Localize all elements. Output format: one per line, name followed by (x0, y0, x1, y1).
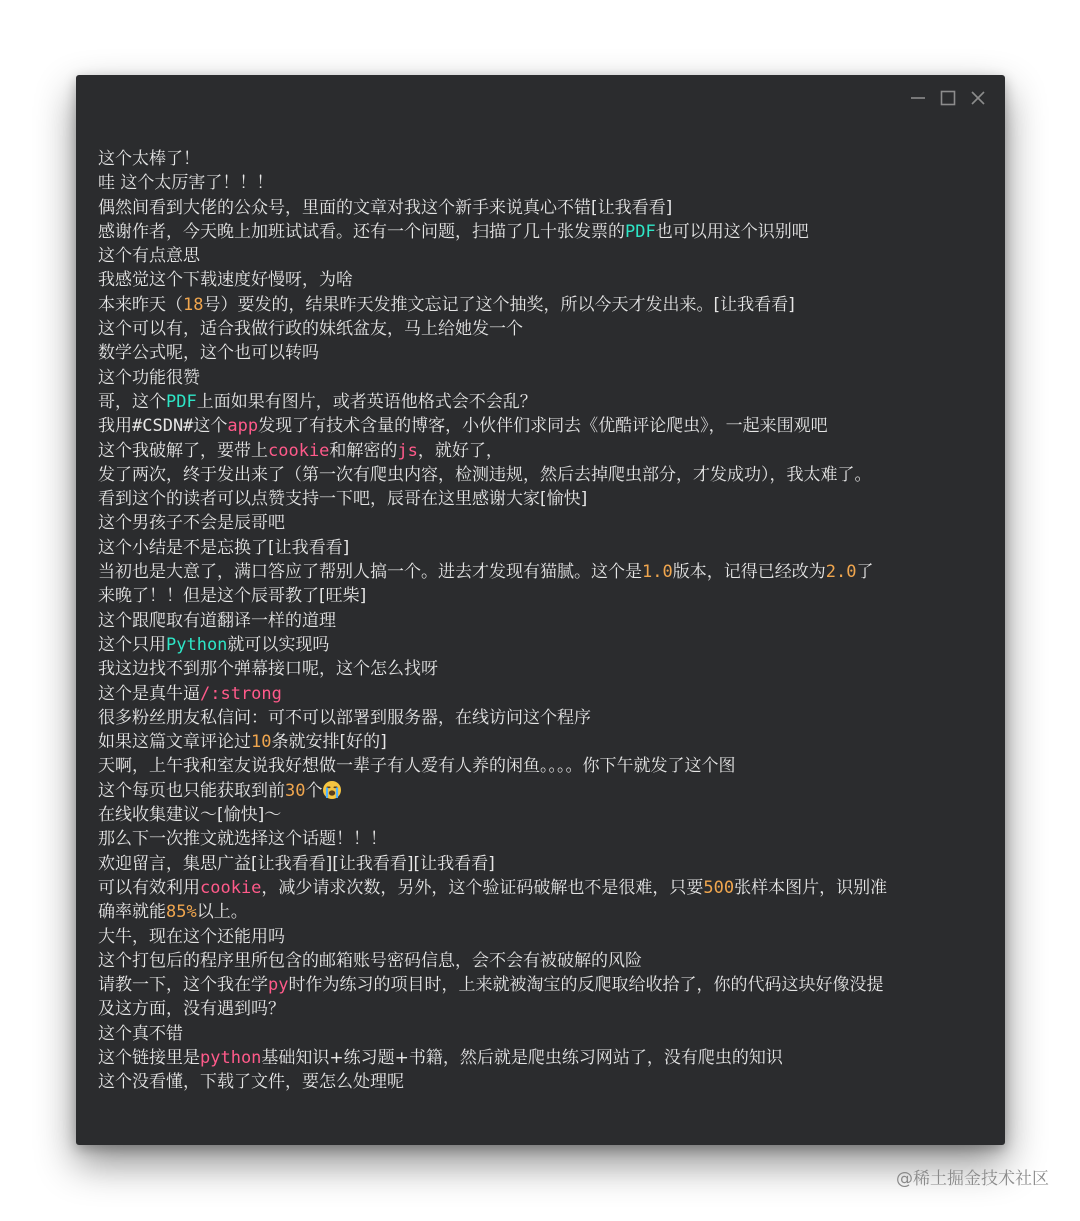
comment-text: 这个可以有，适合我做行政的妹纸盆友，马上给她发一个 (98, 319, 523, 340)
comment-line (98, 293, 988, 317)
comment-text: 版本，记得已经改为 (672, 562, 826, 583)
comment-line (98, 511, 988, 535)
comment-text: 这个功能很赞 (98, 367, 200, 388)
comment-text: 也可以用这个识别吧 (655, 221, 809, 242)
comment-text: 这个 (193, 416, 228, 437)
comment-line (98, 706, 988, 730)
comment-line (98, 682, 988, 706)
comment-highlight: cookie (200, 877, 262, 898)
comment-line (98, 1070, 988, 1094)
comment-text: 这个跟爬取有道翻译一样的道理 (98, 610, 336, 631)
comment-highlight: python (200, 1047, 262, 1068)
comment-line (98, 973, 988, 997)
comment-text: 如果这篇文章评论过 (98, 732, 251, 753)
comment-line (98, 147, 988, 171)
comment-text: 发了两次，终于发出来了（第一次有爬虫内容，检测违规，然后去掉爬虫部分，才发成功），我太难了。 (98, 464, 872, 485)
maximize-icon[interactable] (939, 89, 957, 107)
comment-highlight: 30 (285, 780, 306, 801)
comment-text: 感谢作者，今天晚上加班试试看。还有一个问题，扫描了几十张发票的 (98, 221, 625, 242)
comment-line (98, 560, 988, 584)
comment-text: 这个太棒了！ (98, 149, 200, 169)
comment-line (98, 997, 988, 1021)
comment-line (98, 900, 988, 924)
comment-text: 确率就能 (98, 902, 166, 923)
window-controls (909, 89, 987, 107)
comment-text: 数学公式呢，这个也可以转吗 (98, 343, 319, 364)
comment-text: 上面如果有图片，或者英语他格式会不会乱？ (196, 391, 537, 412)
comment-highlight: cookie (268, 440, 330, 461)
comment-text: 可以有效利用 (98, 877, 200, 898)
comment-highlight: PDF (166, 391, 197, 412)
comment-text: 哥，这个 (98, 391, 166, 412)
comment-text: 和解密的 (329, 440, 398, 461)
comment-text: 我这边找不到那个弹幕接口呢，这个怎么找呀 (98, 659, 438, 680)
comment-highlight: 500 (703, 877, 735, 898)
comment-line (98, 633, 988, 657)
comment-highlight: py (268, 975, 289, 996)
comment-line (98, 414, 988, 438)
comment-line (98, 341, 988, 365)
comment-text: 这个每页也只能获取到前 (98, 780, 285, 801)
comment-text: 这个有点意思 (98, 246, 200, 267)
comment-text: 这个打包后的程序里所包含的邮箱账号密码信息，会不会有被破解的风险 (98, 950, 642, 971)
comment-text: 本来昨天（ (98, 294, 183, 315)
comment-line (98, 244, 988, 268)
comment-line (98, 390, 988, 414)
comment-line (98, 852, 988, 876)
comment-highlight: 10 (251, 732, 272, 753)
comment-highlight: #CSDN# (132, 416, 194, 437)
comment-line (98, 1022, 988, 1046)
comment-highlight: app (227, 416, 259, 437)
comment-line (98, 366, 988, 390)
comment-highlight: 85% (166, 902, 197, 923)
comment-text: 哇 这个太厉害了！！！ (98, 173, 274, 194)
comment-text: ，就好了， (417, 440, 503, 461)
comment-text: 这个真不错 (98, 1023, 183, 1044)
comment-text: 欢迎留言，集思广益[让我看看][让我看看][让我看看] (98, 853, 495, 874)
comment-line (98, 584, 988, 608)
comment-text: 这个只用 (98, 634, 166, 655)
comment-text: 偶然间看到大佬的公众号，里面的文章对我这个新手来说真心不错[让我看看] (98, 197, 673, 218)
comment-line (98, 803, 988, 827)
comment-text: 大牛，现在这个还能用吗 (98, 926, 285, 947)
comment-text: 很多粉丝朋友私信问：可不可以部署到服务器，在线访问这个程序 (98, 707, 591, 728)
terminal-window (76, 75, 1005, 1145)
comment-text: 天啊，上午我和室友说我好想做一辈子有人爱有人养的闲鱼。。。。你下午就发了这个图 (98, 756, 736, 777)
comment-text: 及这方面，没有遇到吗？ (98, 999, 285, 1020)
comment-text: 就可以实现吗 (227, 634, 330, 655)
comment-text: 这个男孩子不会是辰哥吧 (98, 513, 285, 534)
comment-highlight: 2.0 (825, 562, 857, 583)
comment-text: 这个我破解了，要带上 (98, 440, 268, 461)
comment-line (98, 317, 988, 341)
comment-list (98, 147, 988, 1095)
comment-highlight: js (397, 440, 418, 461)
comment-text: 我感觉这个下载速度好慢呀，为啥 (98, 270, 353, 291)
comment-text: 张样本图片，识别准 (734, 877, 888, 898)
comment-line (98, 754, 988, 778)
comment-line (98, 779, 988, 803)
comment-text: 了 (856, 562, 874, 583)
minimize-icon[interactable] (909, 89, 927, 107)
comment-text: 基础知识+练习题+书籍，然后就是爬虫练习网站了，没有爬虫的知识 (261, 1047, 783, 1068)
comment-line (98, 220, 988, 244)
comment-line (98, 730, 988, 754)
comment-text: 以上。 (196, 902, 248, 923)
comment-line (98, 196, 988, 220)
comment-text: 那么下一次推文就选择这个话题！！！ (98, 829, 387, 850)
crying-face-emoji-icon (322, 780, 342, 800)
comment-line (98, 171, 988, 195)
comment-text: 这个小结是不是忘换了[让我看看] (98, 537, 350, 558)
comment-text: 我用 (98, 416, 132, 437)
watermark-text: @稀土掘金技术社区 (896, 1169, 1049, 1189)
comment-text: 时作为练习的项目时，上来就被淘宝的反爬取给收拾了，你的代码这块好像没提 (288, 975, 884, 996)
comment-line (98, 439, 988, 463)
comment-text: 这个是真牛逼 (98, 683, 200, 704)
comment-text: 当初也是大意了，满口答应了帮别人搞一个。进去才发现有猫腻。这个是 (98, 562, 642, 583)
comment-line (98, 268, 988, 292)
comment-line (98, 949, 988, 973)
comment-line (98, 876, 988, 900)
comment-line (98, 827, 988, 851)
comment-text: ，减少请求次数，另外，这个验证码破解也不是很难，只要 (261, 877, 704, 898)
comment-highlight: /:strong (200, 683, 282, 704)
comment-text: 请教一下，这个我在学 (98, 975, 268, 996)
comment-text: 看到这个的读者可以点赞支持一下吧，辰哥在这里感谢大家[愉快] (98, 489, 588, 510)
comment-line (98, 657, 988, 681)
comment-text: 条就安排[好的] (271, 732, 387, 753)
comment-highlight: 18 (183, 294, 204, 315)
comment-line (98, 609, 988, 633)
comment-line (98, 463, 988, 487)
comment-highlight: Python (166, 634, 228, 655)
comment-text: 在线收集建议～[愉快]～ (98, 805, 282, 826)
comment-highlight: PDF (625, 221, 656, 242)
comment-highlight: 1.0 (642, 562, 673, 583)
close-icon[interactable] (969, 89, 987, 107)
comment-text: 这个没看懂，下载了文件，要怎么处理呢 (98, 1072, 404, 1093)
comment-text: 号）要发的，结果昨天发推文忘记了这个抽奖，所以今天才发出来。[让我看看] (203, 294, 795, 315)
comment-line (98, 487, 988, 511)
comment-text: 来晚了！！但是这个辰哥教了[旺柴] (98, 586, 367, 607)
comment-text: 发现了有技术含量的博客，小伙伴们求同去《优酷评论爬虫》，一起来围观吧 (258, 416, 828, 437)
comment-line (98, 925, 988, 949)
comment-text: 这个链接里是 (98, 1047, 200, 1068)
comment-text: 个 (305, 780, 323, 801)
comment-line (98, 1046, 988, 1070)
comment-line (98, 536, 988, 560)
